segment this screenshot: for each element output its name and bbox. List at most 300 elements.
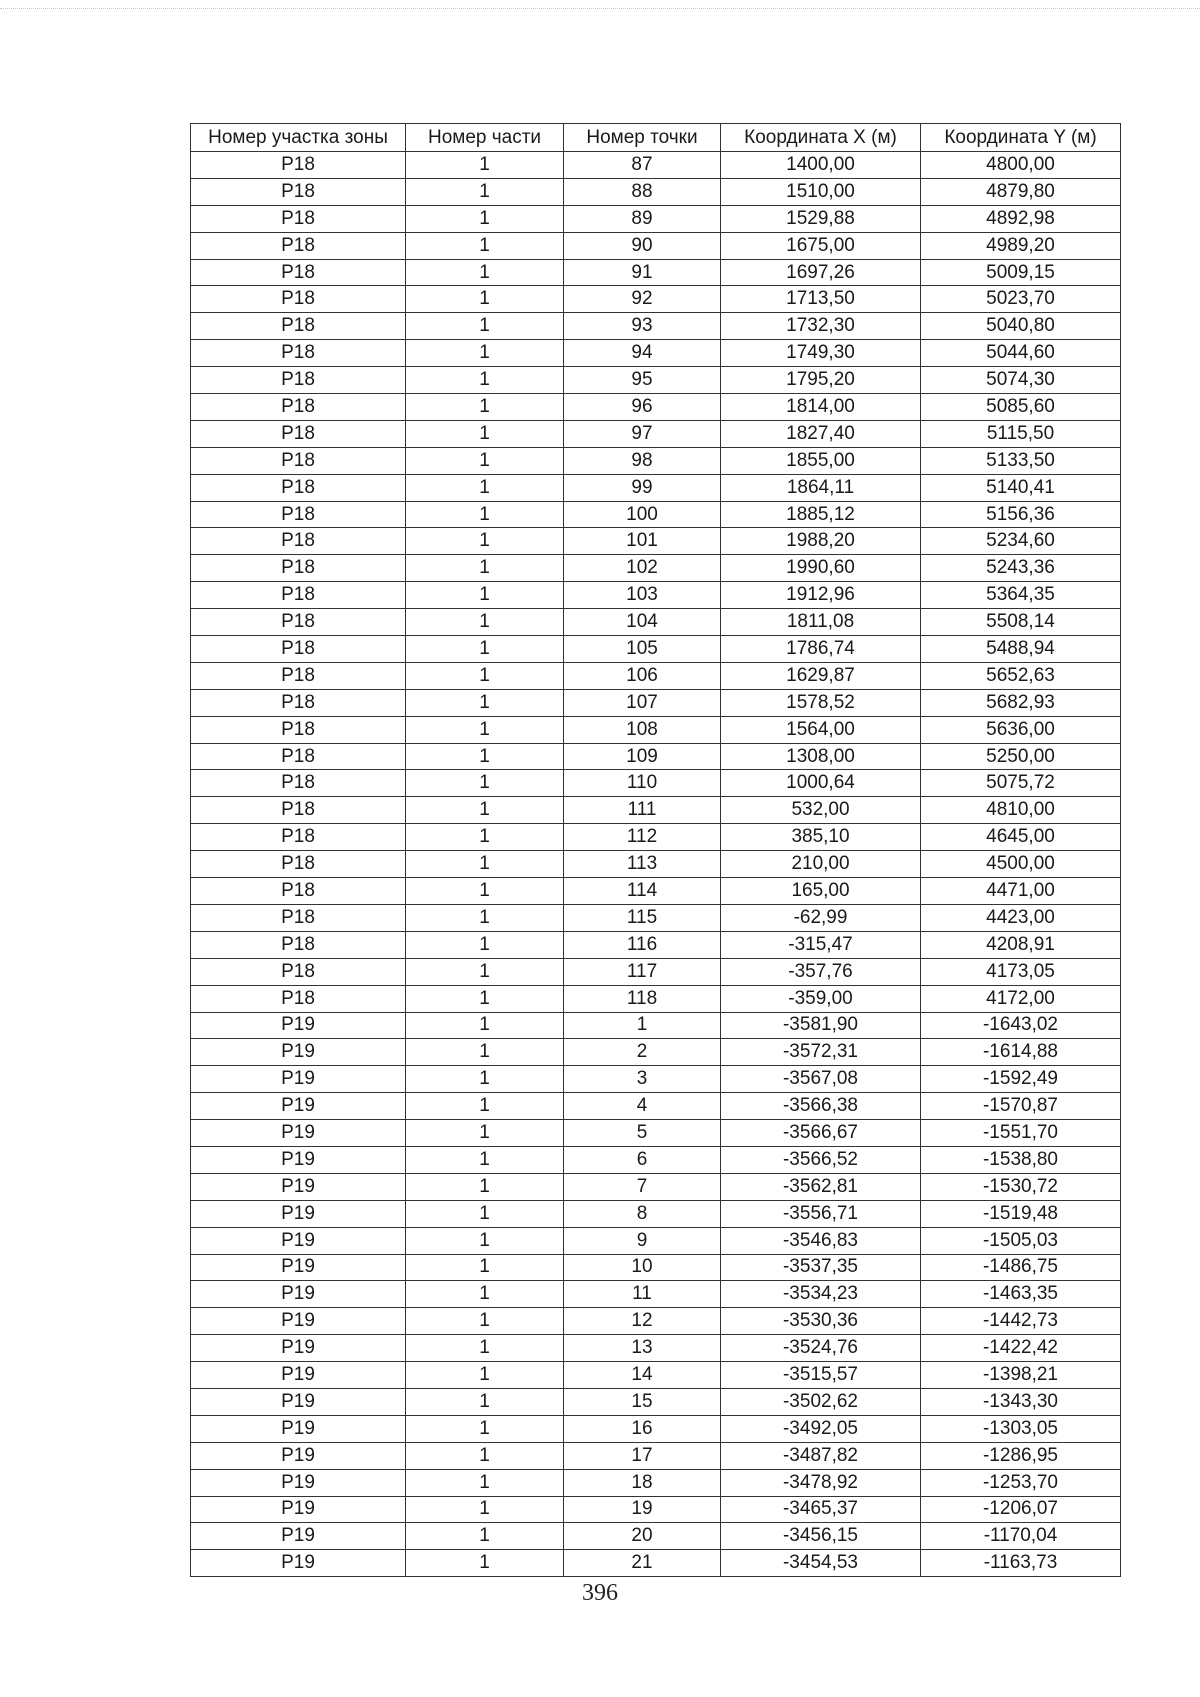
cell-part-number: 1: [406, 1146, 564, 1173]
cell-point-number: 3: [564, 1066, 721, 1093]
cell-point-number: 95: [564, 367, 721, 394]
cell-part-number: 1: [406, 1496, 564, 1523]
cell-coordinate-x: -3581,90: [721, 1012, 921, 1039]
cell-coordinate-y: 5044,60: [921, 340, 1121, 367]
cell-coordinate-y: 5040,80: [921, 313, 1121, 340]
table-row: [191, 904, 1121, 931]
cell-coordinate-y: 5156,36: [921, 501, 1121, 528]
cell-part-number: 1: [406, 1523, 564, 1550]
cell-coordinate-x: -3515,57: [721, 1362, 921, 1389]
cell-zone-section: Р18: [191, 824, 406, 851]
cell-zone-section: Р19: [191, 1442, 406, 1469]
table-row: [191, 367, 1121, 394]
cell-part-number: 1: [406, 1308, 564, 1335]
cell-part-number: 1: [406, 286, 564, 313]
cell-coordinate-y: -1505,03: [921, 1227, 1121, 1254]
table-body: [191, 152, 1121, 1577]
cell-coordinate-x: -315,47: [721, 931, 921, 958]
cell-coordinate-y: -1343,30: [921, 1388, 1121, 1415]
cell-point-number: 96: [564, 394, 721, 421]
cell-point-number: 100: [564, 501, 721, 528]
cell-part-number: 1: [406, 1120, 564, 1147]
cell-coordinate-y: -1163,73: [921, 1550, 1121, 1577]
cell-zone-section: Р19: [191, 1523, 406, 1550]
cell-coordinate-x: -3566,52: [721, 1146, 921, 1173]
cell-part-number: 1: [406, 501, 564, 528]
cell-part-number: 1: [406, 797, 564, 824]
cell-zone-section: Р19: [191, 1146, 406, 1173]
cell-zone-section: Р18: [191, 743, 406, 770]
cell-coordinate-x: -3456,15: [721, 1523, 921, 1550]
table-row: [191, 394, 1121, 421]
table-row: [191, 232, 1121, 259]
cell-part-number: 1: [406, 232, 564, 259]
cell-part-number: 1: [406, 1469, 564, 1496]
table-row: [191, 1523, 1121, 1550]
cell-part-number: 1: [406, 1281, 564, 1308]
cell-point-number: 12: [564, 1308, 721, 1335]
cell-point-number: 1: [564, 1012, 721, 1039]
cell-part-number: 1: [406, 1362, 564, 1389]
cell-coordinate-x: -3487,82: [721, 1442, 921, 1469]
cell-coordinate-y: 5652,63: [921, 662, 1121, 689]
cell-coordinate-x: -3492,05: [721, 1415, 921, 1442]
cell-part-number: 1: [406, 1442, 564, 1469]
cell-coordinate-x: -62,99: [721, 904, 921, 931]
cell-coordinate-x: 1885,12: [721, 501, 921, 528]
cell-zone-section: Р19: [191, 1388, 406, 1415]
table-row: [191, 716, 1121, 743]
cell-coordinate-x: 1308,00: [721, 743, 921, 770]
cell-zone-section: Р19: [191, 1200, 406, 1227]
cell-zone-section: Р18: [191, 555, 406, 582]
cell-coordinate-y: -1592,49: [921, 1066, 1121, 1093]
cell-coordinate-x: 1510,00: [721, 178, 921, 205]
cell-part-number: 1: [406, 528, 564, 555]
cell-zone-section: Р18: [191, 474, 406, 501]
cell-point-number: 93: [564, 313, 721, 340]
cell-coordinate-x: 1675,00: [721, 232, 921, 259]
cell-zone-section: Р19: [191, 1335, 406, 1362]
cell-part-number: 1: [406, 931, 564, 958]
cell-coordinate-x: 1912,96: [721, 582, 921, 609]
page-number: 396: [582, 1580, 618, 1606]
cell-zone-section: Р19: [191, 1039, 406, 1066]
table-row: [191, 1550, 1121, 1577]
cell-coordinate-x: 1000,64: [721, 770, 921, 797]
cell-part-number: 1: [406, 394, 564, 421]
cell-zone-section: Р19: [191, 1550, 406, 1577]
cell-part-number: 1: [406, 1173, 564, 1200]
cell-point-number: 92: [564, 286, 721, 313]
cell-part-number: 1: [406, 1093, 564, 1120]
cell-coordinate-y: 4879,80: [921, 178, 1121, 205]
cell-zone-section: Р18: [191, 367, 406, 394]
cell-point-number: 101: [564, 528, 721, 555]
cell-coordinate-y: -1486,75: [921, 1254, 1121, 1281]
cell-coordinate-y: 4800,00: [921, 152, 1121, 179]
cell-zone-section: Р18: [191, 636, 406, 663]
cell-part-number: 1: [406, 447, 564, 474]
header-point-number: Номер точки: [564, 124, 721, 152]
table-row: [191, 1415, 1121, 1442]
cell-coordinate-x: 1713,50: [721, 286, 921, 313]
cell-coordinate-y: 5140,41: [921, 474, 1121, 501]
table-row: [191, 1335, 1121, 1362]
cell-coordinate-x: 1749,30: [721, 340, 921, 367]
cell-point-number: 113: [564, 851, 721, 878]
cell-point-number: 94: [564, 340, 721, 367]
cell-zone-section: Р18: [191, 394, 406, 421]
cell-part-number: 1: [406, 636, 564, 663]
table-row: [191, 447, 1121, 474]
table-row: [191, 1469, 1121, 1496]
table-row: [191, 878, 1121, 905]
cell-part-number: 1: [406, 313, 564, 340]
cell-zone-section: Р18: [191, 609, 406, 636]
cell-part-number: 1: [406, 1254, 564, 1281]
cell-part-number: 1: [406, 1550, 564, 1577]
cell-coordinate-y: 5023,70: [921, 286, 1121, 313]
cell-point-number: 110: [564, 770, 721, 797]
cell-part-number: 1: [406, 474, 564, 501]
cell-zone-section: Р19: [191, 1173, 406, 1200]
cell-point-number: 88: [564, 178, 721, 205]
cell-coordinate-y: 5234,60: [921, 528, 1121, 555]
table-row: [191, 1066, 1121, 1093]
cell-coordinate-x: -3556,71: [721, 1200, 921, 1227]
cell-coordinate-y: 5250,00: [921, 743, 1121, 770]
table-row: [191, 340, 1121, 367]
cell-coordinate-x: 1864,11: [721, 474, 921, 501]
scan-edge-line: [0, 8, 1200, 9]
cell-part-number: 1: [406, 851, 564, 878]
cell-coordinate-y: 4208,91: [921, 931, 1121, 958]
cell-coordinate-x: 1795,20: [721, 367, 921, 394]
header-part-number: Номер части: [406, 124, 564, 152]
cell-coordinate-x: 1990,60: [721, 555, 921, 582]
table-row: [191, 1227, 1121, 1254]
cell-coordinate-y: -1530,72: [921, 1173, 1121, 1200]
cell-zone-section: Р19: [191, 1012, 406, 1039]
table-row: [191, 1093, 1121, 1120]
cell-part-number: 1: [406, 555, 564, 582]
cell-zone-section: Р18: [191, 286, 406, 313]
cell-point-number: 105: [564, 636, 721, 663]
cell-coordinate-y: 4810,00: [921, 797, 1121, 824]
cell-point-number: 99: [564, 474, 721, 501]
cell-coordinate-y: 4892,98: [921, 205, 1121, 232]
cell-point-number: 104: [564, 609, 721, 636]
cell-coordinate-y: 5009,15: [921, 259, 1121, 286]
cell-zone-section: Р19: [191, 1093, 406, 1120]
cell-zone-section: Р18: [191, 662, 406, 689]
cell-point-number: 108: [564, 716, 721, 743]
cell-part-number: 1: [406, 1039, 564, 1066]
table-row: [191, 770, 1121, 797]
cell-part-number: 1: [406, 689, 564, 716]
cell-point-number: 2: [564, 1039, 721, 1066]
cell-coordinate-x: -3572,31: [721, 1039, 921, 1066]
cell-coordinate-x: -359,00: [721, 985, 921, 1012]
cell-zone-section: Р18: [191, 447, 406, 474]
cell-coordinate-x: 1697,26: [721, 259, 921, 286]
cell-coordinate-y: 5085,60: [921, 394, 1121, 421]
cell-zone-section: Р18: [191, 958, 406, 985]
cell-coordinate-y: 5636,00: [921, 716, 1121, 743]
cell-zone-section: Р18: [191, 501, 406, 528]
cell-zone-section: Р19: [191, 1496, 406, 1523]
cell-part-number: 1: [406, 582, 564, 609]
cell-coordinate-y: -1463,35: [921, 1281, 1121, 1308]
cell-point-number: 117: [564, 958, 721, 985]
cell-point-number: 19: [564, 1496, 721, 1523]
cell-part-number: 1: [406, 1335, 564, 1362]
table-row: [191, 1442, 1121, 1469]
table-row: [191, 609, 1121, 636]
cell-coordinate-x: -3465,37: [721, 1496, 921, 1523]
table-row: [191, 259, 1121, 286]
cell-coordinate-x: 1732,30: [721, 313, 921, 340]
cell-coordinate-x: 1814,00: [721, 394, 921, 421]
cell-coordinate-y: -1286,95: [921, 1442, 1121, 1469]
cell-coordinate-x: -3566,38: [721, 1093, 921, 1120]
cell-coordinate-y: -1570,87: [921, 1093, 1121, 1120]
cell-coordinate-x: 1400,00: [721, 152, 921, 179]
cell-coordinate-y: 5508,14: [921, 609, 1121, 636]
cell-part-number: 1: [406, 420, 564, 447]
cell-zone-section: Р19: [191, 1254, 406, 1281]
cell-coordinate-y: 5115,50: [921, 420, 1121, 447]
cell-point-number: 107: [564, 689, 721, 716]
table-row: [191, 474, 1121, 501]
cell-zone-section: Р18: [191, 340, 406, 367]
cell-zone-section: Р18: [191, 851, 406, 878]
cell-coordinate-y: -1614,88: [921, 1039, 1121, 1066]
cell-point-number: 109: [564, 743, 721, 770]
cell-coordinate-x: 1988,20: [721, 528, 921, 555]
header-coordinate-x: Координата X (м): [721, 124, 921, 152]
cell-zone-section: Р18: [191, 931, 406, 958]
table-row: [191, 1200, 1121, 1227]
table-row: [191, 1254, 1121, 1281]
cell-zone-section: Р18: [191, 313, 406, 340]
cell-coordinate-x: 1629,87: [721, 662, 921, 689]
cell-coordinate-x: -3537,35: [721, 1254, 921, 1281]
cell-coordinate-y: 4423,00: [921, 904, 1121, 931]
cell-part-number: 1: [406, 1012, 564, 1039]
cell-coordinate-x: -3567,08: [721, 1066, 921, 1093]
table-row: [191, 1039, 1121, 1066]
cell-coordinate-x: 385,10: [721, 824, 921, 851]
cell-coordinate-x: 1786,74: [721, 636, 921, 663]
cell-zone-section: Р18: [191, 152, 406, 179]
cell-part-number: 1: [406, 1200, 564, 1227]
cell-coordinate-y: -1206,07: [921, 1496, 1121, 1523]
cell-coordinate-x: -3478,92: [721, 1469, 921, 1496]
cell-part-number: 1: [406, 259, 564, 286]
cell-coordinate-x: 1578,52: [721, 689, 921, 716]
cell-coordinate-x: -3566,67: [721, 1120, 921, 1147]
cell-coordinate-y: 4645,00: [921, 824, 1121, 851]
cell-point-number: 10: [564, 1254, 721, 1281]
cell-point-number: 6: [564, 1146, 721, 1173]
cell-point-number: 87: [564, 152, 721, 179]
cell-part-number: 1: [406, 178, 564, 205]
table-row: [191, 931, 1121, 958]
table-row: [191, 1362, 1121, 1389]
cell-part-number: 1: [406, 770, 564, 797]
table-row: [191, 797, 1121, 824]
cell-coordinate-y: 4172,00: [921, 985, 1121, 1012]
cell-point-number: 102: [564, 555, 721, 582]
cell-zone-section: Р18: [191, 904, 406, 931]
cell-coordinate-x: 1855,00: [721, 447, 921, 474]
cell-point-number: 90: [564, 232, 721, 259]
cell-zone-section: Р19: [191, 1308, 406, 1335]
table-row: [191, 1388, 1121, 1415]
cell-part-number: 1: [406, 985, 564, 1012]
cell-part-number: 1: [406, 205, 564, 232]
cell-part-number: 1: [406, 716, 564, 743]
header-coordinate-y: Координата Y (м): [921, 124, 1121, 152]
cell-point-number: 21: [564, 1550, 721, 1577]
cell-point-number: 114: [564, 878, 721, 905]
cell-point-number: 98: [564, 447, 721, 474]
header-zone-section: Номер участка зоны: [191, 124, 406, 152]
cell-coordinate-y: 4500,00: [921, 851, 1121, 878]
table-header-row: [191, 124, 1121, 152]
cell-coordinate-y: -1170,04: [921, 1523, 1121, 1550]
table-row: [191, 1173, 1121, 1200]
cell-coordinate-x: 1529,88: [721, 205, 921, 232]
cell-coordinate-x: -357,76: [721, 958, 921, 985]
cell-coordinate-x: -3454,53: [721, 1550, 921, 1577]
cell-point-number: 112: [564, 824, 721, 851]
cell-point-number: 7: [564, 1173, 721, 1200]
cell-coordinate-y: 5074,30: [921, 367, 1121, 394]
cell-zone-section: Р19: [191, 1415, 406, 1442]
coordinates-table: [190, 123, 1121, 1577]
cell-zone-section: Р18: [191, 770, 406, 797]
cell-coordinate-y: -1442,73: [921, 1308, 1121, 1335]
cell-zone-section: Р18: [191, 528, 406, 555]
cell-part-number: 1: [406, 1227, 564, 1254]
cell-part-number: 1: [406, 1415, 564, 1442]
cell-coordinate-x: 210,00: [721, 851, 921, 878]
cell-zone-section: Р18: [191, 716, 406, 743]
cell-coordinate-y: 5075,72: [921, 770, 1121, 797]
cell-part-number: 1: [406, 662, 564, 689]
cell-zone-section: Р19: [191, 1066, 406, 1093]
cell-coordinate-y: 4173,05: [921, 958, 1121, 985]
table-row: [191, 420, 1121, 447]
cell-coordinate-x: 1827,40: [721, 420, 921, 447]
cell-point-number: 11: [564, 1281, 721, 1308]
table-row: [191, 662, 1121, 689]
table-row: [191, 851, 1121, 878]
cell-point-number: 18: [564, 1469, 721, 1496]
table-row: [191, 1281, 1121, 1308]
cell-coordinate-y: -1422,42: [921, 1335, 1121, 1362]
cell-coordinate-y: 5364,35: [921, 582, 1121, 609]
table-row: [191, 528, 1121, 555]
table-row: [191, 1120, 1121, 1147]
cell-coordinate-y: -1643,02: [921, 1012, 1121, 1039]
cell-zone-section: Р18: [191, 178, 406, 205]
cell-point-number: 116: [564, 931, 721, 958]
table-row: [191, 178, 1121, 205]
cell-point-number: 8: [564, 1200, 721, 1227]
cell-coordinate-y: -1551,70: [921, 1120, 1121, 1147]
table-row: [191, 501, 1121, 528]
cell-coordinate-y: -1519,48: [921, 1200, 1121, 1227]
cell-zone-section: Р18: [191, 985, 406, 1012]
cell-zone-section: Р19: [191, 1469, 406, 1496]
cell-point-number: 14: [564, 1362, 721, 1389]
cell-point-number: 118: [564, 985, 721, 1012]
cell-zone-section: Р19: [191, 1120, 406, 1147]
cell-point-number: 9: [564, 1227, 721, 1254]
cell-coordinate-y: 5488,94: [921, 636, 1121, 663]
table-row: [191, 555, 1121, 582]
cell-point-number: 97: [564, 420, 721, 447]
cell-part-number: 1: [406, 367, 564, 394]
cell-coordinate-y: 5243,36: [921, 555, 1121, 582]
table-row: [191, 743, 1121, 770]
cell-coordinate-x: -3530,36: [721, 1308, 921, 1335]
cell-part-number: 1: [406, 824, 564, 851]
table-header: [191, 124, 1121, 152]
cell-coordinate-x: -3502,62: [721, 1388, 921, 1415]
cell-point-number: 111: [564, 797, 721, 824]
cell-zone-section: Р18: [191, 689, 406, 716]
table-row: [191, 824, 1121, 851]
cell-zone-section: Р18: [191, 420, 406, 447]
table-row: [191, 689, 1121, 716]
cell-coordinate-y: -1253,70: [921, 1469, 1121, 1496]
cell-zone-section: Р19: [191, 1227, 406, 1254]
cell-part-number: 1: [406, 152, 564, 179]
table-row: [191, 1496, 1121, 1523]
cell-part-number: 1: [406, 1388, 564, 1415]
cell-coordinate-x: 1564,00: [721, 716, 921, 743]
cell-point-number: 89: [564, 205, 721, 232]
cell-coordinate-y: -1398,21: [921, 1362, 1121, 1389]
cell-zone-section: Р18: [191, 797, 406, 824]
table-row: [191, 152, 1121, 179]
cell-point-number: 15: [564, 1388, 721, 1415]
table-row: [191, 636, 1121, 663]
cell-coordinate-y: 5682,93: [921, 689, 1121, 716]
cell-part-number: 1: [406, 878, 564, 905]
table-row: [191, 1012, 1121, 1039]
table-row: [191, 313, 1121, 340]
cell-point-number: 13: [564, 1335, 721, 1362]
cell-part-number: 1: [406, 340, 564, 367]
table-row: [191, 958, 1121, 985]
table-row: [191, 1308, 1121, 1335]
cell-point-number: 4: [564, 1093, 721, 1120]
cell-zone-section: Р18: [191, 205, 406, 232]
cell-coordinate-x: 165,00: [721, 878, 921, 905]
cell-part-number: 1: [406, 904, 564, 931]
table-row: [191, 205, 1121, 232]
cell-point-number: 103: [564, 582, 721, 609]
cell-zone-section: Р18: [191, 259, 406, 286]
cell-point-number: 91: [564, 259, 721, 286]
cell-coordinate-x: -3546,83: [721, 1227, 921, 1254]
